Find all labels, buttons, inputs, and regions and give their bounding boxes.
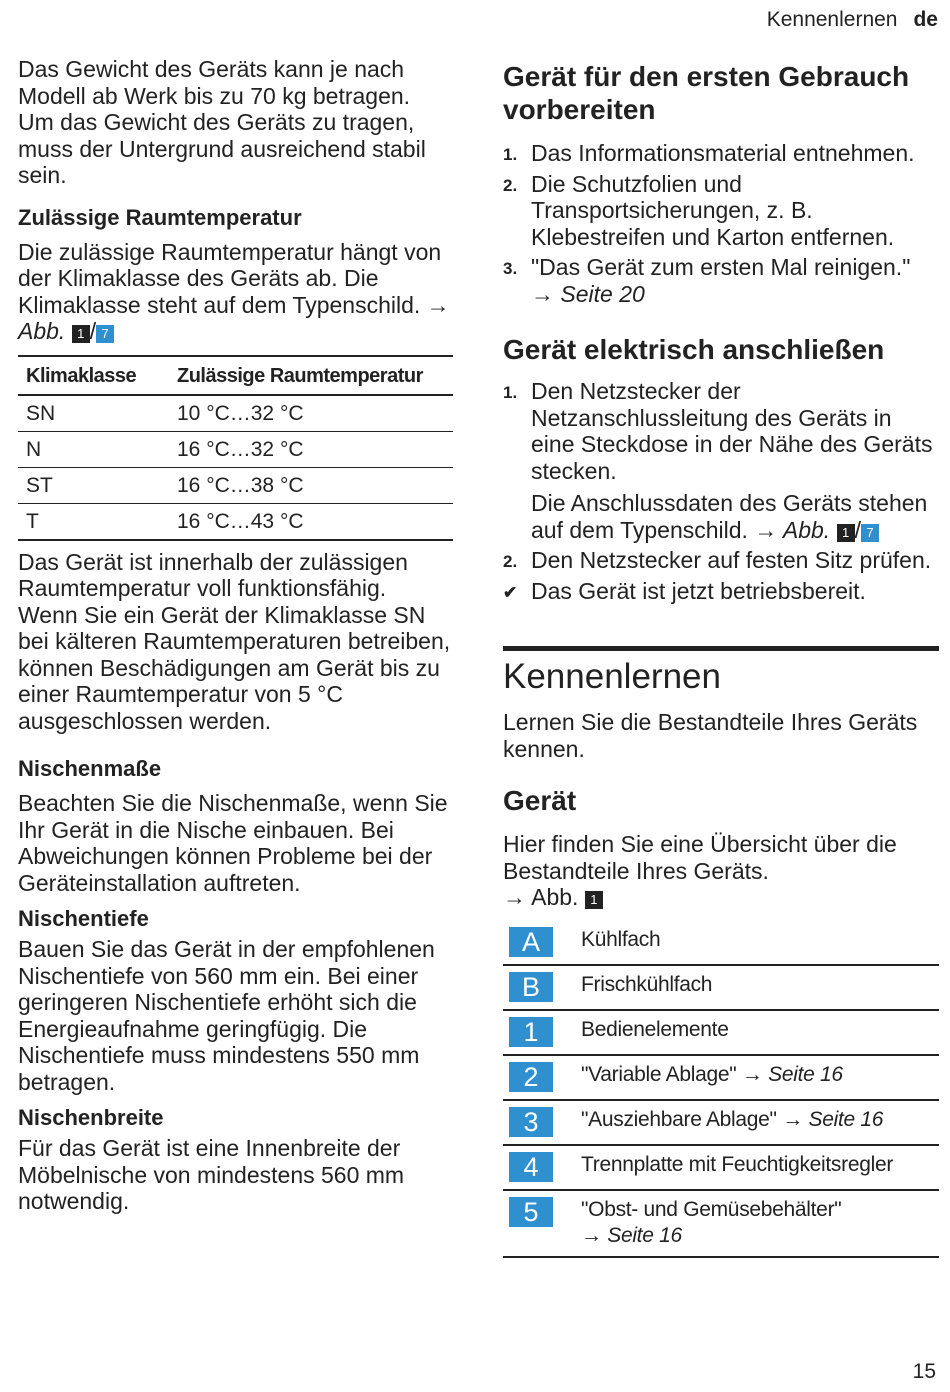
heading-erster-gebrauch: Gerät für den ersten Gebrauch vorbereiten: [503, 61, 910, 125]
header-section: Kennenlernen: [766, 8, 898, 31]
table-cell: 16 °C…38 °C: [169, 467, 453, 503]
prepare-steps-list: [503, 140, 939, 307]
checkmark-icon: ✔: [503, 582, 518, 602]
part-key-badge: 5: [509, 1197, 553, 1227]
table-row: [503, 921, 939, 965]
heading-nischenmasse: Nischenmaße: [18, 756, 162, 781]
table-cell: 10 °C…32 °C: [169, 395, 453, 432]
weight-paragraph: Das Gewicht des Geräts kann je nach Modell ab Werk bis zu 70 kg betragen.: [18, 56, 411, 109]
page-number: 15: [912, 1360, 936, 1383]
part-key-badge: 3: [509, 1107, 553, 1137]
part-label: "Obst- und Gemüsebehälter": [581, 1197, 842, 1221]
figure-7-badge: 7: [96, 325, 114, 343]
nischenmasse-paragraph: Beachten Sie die Nischenmaße, wenn Sie Ihr Gerät in die Nische einbauen. Bei Abweichungen können Probleme bei der Geräteinstallation auftreten.: [18, 790, 448, 896]
kennenlernen-paragraph: Lernen Sie die Bestandteile Ihres Geräts kennen.: [503, 709, 918, 762]
list-item: [503, 547, 939, 574]
table-header-row: [18, 356, 453, 395]
heading-elektrisch: Gerät elektrisch anschließen: [503, 334, 885, 365]
part-key-badge: B: [509, 972, 553, 1002]
nischenbreite-paragraph: Für das Gerät ist eine Innenbreite der Möbelnische von mindestens 560 mm notwendig.: [18, 1135, 405, 1214]
part-key-badge: 4: [509, 1152, 553, 1182]
step-text: "Das Gerät zum ersten Mal reinigen.": [531, 254, 911, 280]
chapter-divider: [503, 646, 939, 697]
header-lang: de: [913, 8, 938, 31]
figure-ref: → Abb.: [503, 884, 579, 910]
sn-class-paragraph: Wenn Sie ein Gerät der Klimaklasse SN bei kälteren Raumtemperaturen betreiben, können Beschädigungen am Gerät bis zu einer Raumtemperatur von 5 °C ausgeschlossen werden.: [18, 601, 451, 734]
geraet-ref-line: [503, 884, 939, 911]
figure-ref: → Abb.: [754, 516, 831, 543]
figure-separator: /: [854, 516, 861, 543]
list-item: [503, 171, 939, 251]
table-row: [18, 467, 453, 503]
chapter-title: Kennenlernen: [503, 657, 721, 696]
figure-7-badge: 7: [861, 524, 879, 542]
part-label: Trennplatte mit Feuchtigkeitsregler: [581, 1145, 939, 1190]
step-number: 1.: [503, 383, 518, 402]
figure-separator: /: [89, 318, 97, 344]
table-row: [18, 503, 453, 540]
step-number: 2.: [503, 552, 518, 571]
page-ref-link[interactable]: → Seite 20: [531, 280, 645, 307]
heading-nischenbreite: Nischenbreite: [18, 1105, 164, 1130]
column-header-klimaklasse: Klimaklasse: [18, 356, 169, 395]
raumtemperatur-text: Die zulässige Raumtemperatur hängt von der Klimaklasse des Geräts ab. Die Klimaklasse steht auf dem Typenschild.: [18, 238, 442, 318]
table-row: [18, 431, 453, 467]
climate-class-table: [18, 355, 453, 541]
list-item: [503, 378, 939, 543]
step-result-text: Das Gerät ist jetzt betriebsbereit.: [531, 577, 866, 604]
part-label: Bedienelemente: [581, 1010, 939, 1055]
raumtemperatur-paragraph: [18, 239, 458, 345]
column-header-temperatur: Zulässige Raumtemperatur: [169, 356, 453, 395]
table-cell: T: [18, 503, 169, 540]
step-note: [531, 490, 939, 543]
table-cell: 16 °C…32 °C: [169, 431, 453, 467]
figure-1-badge: 1: [837, 524, 855, 542]
table-cell: 16 °C…43 °C: [169, 503, 453, 540]
step-text: Das Informationsmaterial entnehmen.: [531, 140, 915, 166]
step-note-text: Die Anschlussdaten des Geräts stehen auf dem Typenschild.: [531, 490, 928, 543]
table-row: [503, 965, 939, 1010]
table-row: [503, 1190, 939, 1257]
table-cell: N: [18, 431, 169, 467]
part-label: "Variable Ablage": [581, 1062, 737, 1086]
table-row: [503, 1010, 939, 1055]
page-ref-link[interactable]: → Seite 16: [782, 1107, 884, 1131]
list-item: [503, 140, 939, 167]
step-text: Den Netzstecker der Netzanschlussleitung des Geräts in eine Steckdose in der Nähe des Geräts stecken.: [531, 378, 933, 484]
list-item: [503, 578, 939, 605]
heading-raumtemperatur: Zulässige Raumtemperatur: [18, 204, 302, 230]
right-column: [503, 56, 939, 1258]
part-key-badge: 1: [509, 1017, 553, 1047]
figure-1-badge: 1: [72, 325, 90, 343]
part-label: Frischkühlfach: [581, 965, 939, 1010]
table-row: [503, 1100, 939, 1145]
table-cell: SN: [18, 395, 169, 432]
weight-support-paragraph: Um das Gewicht des Geräts zu tragen, muss der Untergrund ausreichend stabil sein.: [18, 109, 426, 188]
heading-geraet: Gerät: [503, 785, 577, 816]
step-number: 2.: [503, 175, 518, 195]
page-ref-link[interactable]: → Seite 16: [581, 1223, 682, 1247]
parts-table: [503, 921, 939, 1258]
part-label: "Ausziehbare Ablage": [581, 1107, 777, 1131]
page-ref-link[interactable]: → Seite 16: [741, 1062, 843, 1086]
connect-steps-list: [503, 378, 939, 604]
part-key-badge: 2: [509, 1062, 553, 1092]
geraet-paragraph: Hier finden Sie eine Übersicht über die Bestandteile Ihres Geräts.: [503, 831, 897, 884]
figure-1-badge: 1: [585, 891, 603, 909]
heading-nischentiefe: Nischentiefe: [18, 906, 149, 931]
step-text: Den Netzstecker auf festen Sitz prüfen.: [531, 547, 932, 573]
nischentiefe-paragraph: Bauen Sie das Gerät in der empfohlenen Nischentiefe von 560 mm ein. Bei einer geringeren Nischentiefe erhöht sich die Energieaufnahme geringfügig. Die Nischentiefe muss mindestens 550 mm betragen.: [18, 936, 435, 1095]
running-header: [767, 8, 938, 32]
step-number: 3.: [503, 259, 518, 278]
table-row: [18, 395, 453, 432]
table-row: [503, 1145, 939, 1190]
list-item: [503, 254, 939, 307]
part-label: Kühlfach: [581, 921, 939, 965]
step-text: Die Schutzfolien und Transportsicherungen, z. B. Klebestreifen und Karton entfernen.: [531, 170, 895, 250]
functional-paragraph: Das Gerät ist innerhalb der zulässigen Raumtemperatur voll funktionsfähig.: [18, 548, 408, 601]
figure-ref: → Abb.: [18, 291, 450, 344]
part-key-badge: A: [509, 927, 553, 957]
step-number: 1.: [503, 145, 518, 164]
table-row: [503, 1055, 939, 1100]
left-column: [18, 56, 458, 1215]
table-cell: ST: [18, 467, 169, 503]
